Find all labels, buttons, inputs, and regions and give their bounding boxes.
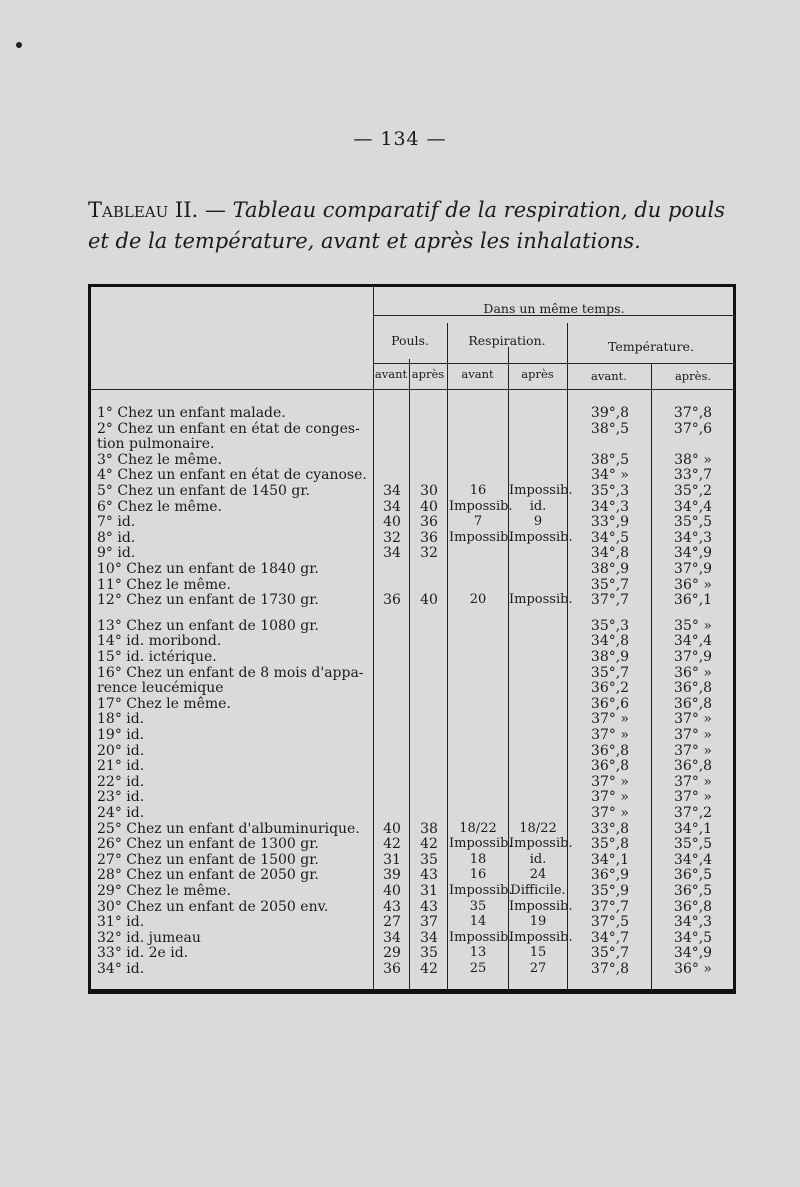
table-row bbox=[91, 665, 733, 681]
resp-apres-cell: 24 bbox=[529, 867, 547, 883]
pouls-avant-cell: 36 bbox=[383, 961, 401, 977]
row-label: 12° Chez un enfant de 1730 gr. bbox=[97, 592, 319, 609]
header-temperature: Température. bbox=[608, 339, 694, 354]
resp-avant-cell: 25 bbox=[469, 961, 487, 976]
temp-apres-cell: 34°,4 bbox=[673, 633, 713, 650]
row-label: 20° id. bbox=[97, 742, 145, 759]
temp-avant-cell: 37° » bbox=[591, 711, 629, 728]
row-label: 15° id. ictérique. bbox=[97, 649, 217, 665]
table-row bbox=[91, 467, 733, 483]
resp-apres-cell: id. bbox=[529, 851, 547, 867]
row-label: 28° Chez un enfant de 2050 gr. bbox=[97, 867, 319, 884]
temp-avant-cell: 37°,7 bbox=[590, 592, 630, 609]
pouls-apres-cell: 35 bbox=[420, 851, 438, 868]
pouls-avant-cell: 36 bbox=[383, 592, 401, 609]
resp-apres-cell: 19 bbox=[529, 914, 547, 930]
subheader-resp-apres: après bbox=[521, 367, 554, 381]
table-row bbox=[91, 930, 733, 946]
table-row bbox=[91, 405, 733, 421]
temp-avant-cell: 33°,8 bbox=[590, 820, 630, 837]
resp-apres-cell: 18/22 bbox=[519, 820, 557, 836]
header-pouls: Pouls. bbox=[391, 333, 429, 348]
row-label: 18° id. bbox=[97, 711, 145, 728]
page-number: — 134 — bbox=[353, 128, 447, 150]
row-label: 21° id. bbox=[97, 758, 145, 775]
subheader-temp-apres: après. bbox=[674, 369, 712, 383]
row-label: 17° Chez le même. bbox=[97, 695, 231, 712]
temp-apres-cell: 33°,7 bbox=[673, 467, 713, 484]
temp-avant-cell: 34°,7 bbox=[590, 929, 630, 946]
row-label: 11° Chez le même. bbox=[97, 576, 231, 593]
temp-apres-cell: 34°,3 bbox=[673, 914, 713, 931]
temp-apres-cell: 35°,2 bbox=[673, 483, 713, 499]
table-row bbox=[91, 945, 733, 961]
temp-apres-cell: 37° » bbox=[674, 711, 712, 728]
table-row bbox=[91, 836, 733, 852]
temp-apres-cell: 36°,8 bbox=[673, 695, 713, 712]
temp-apres-cell: 34°,9 bbox=[673, 545, 713, 562]
pouls-avant-cell: 34 bbox=[383, 929, 401, 946]
table-caption: Tableau comparatif de la respiration, du pouls et de la température, avant et après les inhalations. bbox=[88, 198, 726, 253]
pouls-avant-cell: 39 bbox=[383, 867, 401, 884]
temp-avant-cell: 34°,8 bbox=[590, 633, 630, 650]
table-row bbox=[91, 743, 733, 759]
table-row bbox=[91, 483, 733, 499]
temp-apres-cell: 37°,6 bbox=[673, 420, 713, 437]
temp-apres-cell: 36°,1 bbox=[673, 592, 713, 609]
temp-apres-cell: 34°,4 bbox=[673, 498, 713, 515]
row-label: 9° id. bbox=[97, 545, 136, 562]
pouls-apres-cell: 38 bbox=[420, 820, 438, 837]
table-row bbox=[91, 514, 733, 530]
resp-avant-cell: 13 bbox=[469, 945, 487, 961]
table-row bbox=[91, 852, 733, 868]
temp-apres-cell: 36°,8 bbox=[673, 680, 713, 697]
temp-apres-cell: 36°,5 bbox=[673, 883, 713, 899]
rule-subheaders bbox=[373, 363, 735, 364]
temp-apres-cell: 35°,5 bbox=[673, 514, 713, 531]
table-row bbox=[91, 821, 733, 837]
pouls-apres-cell: 36 bbox=[420, 529, 438, 546]
temp-avant-cell: 36°,6 bbox=[590, 695, 630, 712]
pouls-avant-cell: 29 bbox=[383, 945, 401, 962]
temp-avant-cell: 34°,3 bbox=[590, 498, 630, 515]
temp-apres-cell: 36° » bbox=[674, 664, 712, 681]
pouls-avant-cell: 43 bbox=[383, 898, 401, 915]
table-row bbox=[91, 711, 733, 727]
table-row bbox=[91, 530, 733, 546]
temp-apres-cell: 34°,5 bbox=[673, 929, 713, 946]
pouls-apres-cell: 37 bbox=[420, 914, 438, 931]
pouls-avant-cell: 27 bbox=[383, 914, 401, 931]
resp-apres-cell: Impossib. bbox=[509, 898, 573, 914]
resp-avant-cell: 16 bbox=[469, 867, 487, 883]
temp-avant-cell: 37° » bbox=[591, 773, 629, 790]
row-label: 25° Chez un enfant d'albuminurique. bbox=[97, 820, 360, 837]
temp-apres-cell: 37° » bbox=[674, 789, 712, 806]
temp-avant-cell: 35°,3 bbox=[590, 483, 630, 499]
resp-avant-cell: 7 bbox=[473, 514, 483, 530]
temp-avant-cell: 37°,7 bbox=[590, 898, 630, 915]
resp-avant-cell: 18/22 bbox=[459, 820, 497, 836]
temp-avant-cell: 38°,5 bbox=[590, 420, 630, 437]
table-row bbox=[91, 421, 733, 437]
temp-avant-cell: 36°,9 bbox=[590, 867, 630, 884]
temp-apres-cell: 35°,5 bbox=[673, 836, 713, 853]
table-row bbox=[91, 805, 733, 821]
resp-apres-cell: Impossib. bbox=[509, 929, 573, 945]
pouls-apres-cell: 42 bbox=[420, 961, 438, 977]
pouls-avant-cell: 31 bbox=[383, 851, 401, 868]
resp-apres-cell: Difficile. bbox=[510, 883, 566, 898]
temp-avant-cell: 38°,5 bbox=[590, 451, 630, 468]
row-label: 2° Chez un enfant en état de conges- bbox=[97, 420, 360, 437]
temp-apres-cell: 36° » bbox=[674, 576, 712, 593]
table-row bbox=[91, 452, 733, 468]
temp-avant-cell: 35°,9 bbox=[590, 883, 630, 899]
table-row bbox=[91, 545, 733, 561]
pouls-apres-cell: 36 bbox=[420, 514, 438, 531]
row-label: 31° id. bbox=[97, 914, 145, 931]
pouls-apres-cell: 40 bbox=[420, 498, 438, 515]
title-dash: — bbox=[198, 198, 233, 222]
row-label: 23° id. bbox=[97, 789, 145, 806]
subheader-pouls-apres: après bbox=[411, 367, 445, 381]
temp-apres-cell: 34°,4 bbox=[673, 851, 713, 868]
row-label: rence leucémique bbox=[97, 680, 224, 697]
pouls-avant-cell: 40 bbox=[383, 883, 401, 899]
temp-apres-cell: 37° » bbox=[674, 742, 712, 759]
temp-apres-cell: 34°,3 bbox=[673, 529, 713, 546]
resp-avant-cell: Impossib. bbox=[449, 836, 513, 852]
table-row bbox=[91, 914, 733, 930]
table-row bbox=[91, 758, 733, 774]
resp-avant-cell: 14 bbox=[469, 914, 487, 930]
pouls-apres-cell: 43 bbox=[420, 867, 438, 884]
row-label: 27° Chez un enfant de 1500 gr. bbox=[97, 851, 319, 868]
resp-avant-cell: 20 bbox=[469, 592, 487, 608]
table-row bbox=[91, 961, 733, 977]
subheader-resp-avant: avant bbox=[461, 367, 494, 381]
resp-avant-cell: Impossib. bbox=[449, 498, 513, 514]
temp-avant-cell: 36°,8 bbox=[590, 758, 630, 775]
pouls-apres-cell: 30 bbox=[420, 483, 438, 499]
group-header: Dans un même temps. bbox=[483, 301, 625, 316]
row-label: 22° id. bbox=[97, 773, 145, 790]
row-label: 24° id. bbox=[97, 805, 145, 821]
data-table bbox=[88, 284, 736, 994]
row-label: 14° id. moribond. bbox=[97, 633, 222, 650]
temp-avant-cell: 33°,9 bbox=[590, 514, 630, 531]
pouls-apres-cell: 31 bbox=[420, 883, 438, 899]
pouls-avant-cell: 32 bbox=[383, 529, 401, 546]
pouls-apres-cell: 35 bbox=[420, 945, 438, 962]
row-label: 7° id. bbox=[97, 514, 136, 531]
temp-apres-cell: 34°,1 bbox=[673, 820, 713, 837]
rule-body bbox=[91, 389, 733, 390]
subheader-temp-avant: avant. bbox=[591, 369, 627, 383]
row-label: 4° Chez un enfant en état de cyanose. bbox=[97, 467, 367, 484]
temp-avant-cell: 36°,2 bbox=[590, 680, 630, 697]
table-row bbox=[91, 774, 733, 790]
pouls-apres-cell: 32 bbox=[420, 545, 438, 562]
subheader-pouls-avant: avant bbox=[374, 367, 408, 381]
resp-avant-cell: Impossib. bbox=[449, 529, 513, 545]
pouls-avant-cell: 40 bbox=[383, 514, 401, 531]
table-title bbox=[88, 195, 738, 257]
table-row bbox=[91, 789, 733, 805]
temp-avant-cell: 37°,5 bbox=[590, 914, 630, 931]
temp-avant-cell: 39°,8 bbox=[590, 405, 630, 421]
table-row bbox=[91, 499, 733, 515]
pouls-apres-cell: 34 bbox=[420, 929, 438, 946]
table-row bbox=[91, 867, 733, 883]
temp-avant-cell: 34°,5 bbox=[590, 529, 630, 546]
temp-apres-cell: 37°,9 bbox=[673, 561, 713, 577]
temp-avant-cell: 36°,8 bbox=[590, 742, 630, 759]
temp-apres-cell: 38° » bbox=[674, 451, 712, 468]
row-label: 30° Chez un enfant de 2050 env. bbox=[97, 898, 329, 915]
row-label: 19° id. bbox=[97, 727, 145, 743]
row-label: 1° Chez un enfant malade. bbox=[97, 405, 286, 421]
resp-apres-cell: Impossib. bbox=[509, 529, 573, 545]
resp-apres-cell: id. bbox=[529, 498, 547, 514]
pouls-avant-cell: 40 bbox=[383, 820, 401, 837]
temp-apres-cell: 36° » bbox=[674, 961, 712, 977]
temp-apres-cell: 37° » bbox=[674, 727, 712, 743]
table-row bbox=[91, 649, 733, 665]
row-label: 34° id. bbox=[97, 961, 145, 977]
resp-apres-cell: Impossib. bbox=[509, 483, 573, 498]
temp-avant-cell: 35°,7 bbox=[590, 576, 630, 593]
temp-avant-cell: 38°,9 bbox=[590, 561, 630, 577]
temp-avant-cell: 37° » bbox=[591, 805, 629, 821]
pouls-avant-cell: 34 bbox=[383, 498, 401, 515]
resp-apres-cell: Impossib. bbox=[509, 592, 573, 608]
temp-apres-cell: 35° » bbox=[674, 617, 712, 634]
row-label: 26° Chez un enfant de 1300 gr. bbox=[97, 836, 319, 853]
temp-avant-cell: 37° » bbox=[591, 727, 629, 743]
table-row bbox=[91, 561, 733, 577]
table-row bbox=[91, 680, 733, 696]
temp-avant-cell: 37°,8 bbox=[590, 961, 630, 977]
temp-avant-cell: 35°,7 bbox=[590, 945, 630, 962]
temp-avant-cell: 34°,8 bbox=[590, 545, 630, 562]
pouls-avant-cell: 34 bbox=[383, 483, 401, 499]
resp-avant-cell: Impossib. bbox=[449, 883, 513, 898]
table-row bbox=[91, 436, 733, 452]
table-label: Tableau II. bbox=[88, 198, 199, 222]
temp-avant-cell: 35°,8 bbox=[590, 836, 630, 853]
row-label: 32° id. jumeau bbox=[97, 929, 201, 946]
table-row bbox=[91, 696, 733, 712]
resp-apres-cell: Impossib. bbox=[509, 836, 573, 852]
temp-apres-cell: 37°,2 bbox=[673, 805, 713, 821]
pouls-apres-cell: 43 bbox=[420, 898, 438, 915]
temp-apres-cell: 36°,8 bbox=[673, 898, 713, 915]
temp-avant-cell: 34°,1 bbox=[590, 851, 630, 868]
resp-apres-cell: 9 bbox=[533, 514, 543, 530]
table-row bbox=[91, 577, 733, 593]
row-label: 10° Chez un enfant de 1840 gr. bbox=[97, 561, 319, 577]
temp-apres-cell: 34°,9 bbox=[673, 945, 713, 962]
resp-apres-cell: 15 bbox=[529, 945, 547, 961]
row-label: 3° Chez le même. bbox=[97, 451, 222, 468]
pouls-avant-cell: 42 bbox=[383, 836, 401, 853]
table-row bbox=[91, 592, 733, 608]
resp-avant-cell: 35 bbox=[469, 898, 487, 914]
row-label: tion pulmonaire. bbox=[97, 436, 215, 453]
temp-apres-cell: 37°,9 bbox=[673, 649, 713, 665]
resp-apres-cell: 27 bbox=[529, 961, 547, 976]
pouls-apres-cell: 40 bbox=[420, 592, 438, 609]
row-label: 6° Chez le même. bbox=[97, 498, 222, 515]
row-label: 5° Chez un enfant de 1450 gr. bbox=[97, 483, 310, 499]
resp-avant-cell: 16 bbox=[469, 483, 487, 498]
row-label: 33° id. 2e id. bbox=[97, 945, 189, 962]
temp-apres-cell: 36°,8 bbox=[673, 758, 713, 775]
row-label: 29° Chez le même. bbox=[97, 883, 231, 899]
row-label: 16° Chez un enfant de 8 mois d'appa- bbox=[97, 664, 364, 681]
pouls-apres-cell: 42 bbox=[420, 836, 438, 853]
temp-apres-cell: 37° » bbox=[674, 773, 712, 790]
table-row bbox=[91, 883, 733, 899]
table-row bbox=[91, 618, 733, 634]
temp-avant-cell: 35°,3 bbox=[590, 617, 630, 634]
resp-avant-cell: Impossib. bbox=[449, 929, 513, 945]
table-row bbox=[91, 633, 733, 649]
pouls-avant-cell: 34 bbox=[383, 545, 401, 562]
row-label: 8° id. bbox=[97, 529, 136, 546]
row-label: 13° Chez un enfant de 1080 gr. bbox=[97, 617, 319, 634]
header-respiration: Respiration. bbox=[468, 333, 546, 348]
temp-avant-cell: 38°,9 bbox=[590, 649, 630, 665]
resp-avant-cell: 18 bbox=[469, 851, 487, 867]
temp-avant-cell: 34° » bbox=[591, 467, 629, 484]
table-row bbox=[91, 727, 733, 743]
table-row bbox=[91, 899, 733, 915]
temp-avant-cell: 37° » bbox=[591, 789, 629, 806]
temp-apres-cell: 36°,5 bbox=[673, 867, 713, 884]
ink-dot bbox=[16, 42, 22, 48]
temp-apres-cell: 37°,8 bbox=[673, 405, 713, 421]
temp-avant-cell: 35°,7 bbox=[590, 664, 630, 681]
